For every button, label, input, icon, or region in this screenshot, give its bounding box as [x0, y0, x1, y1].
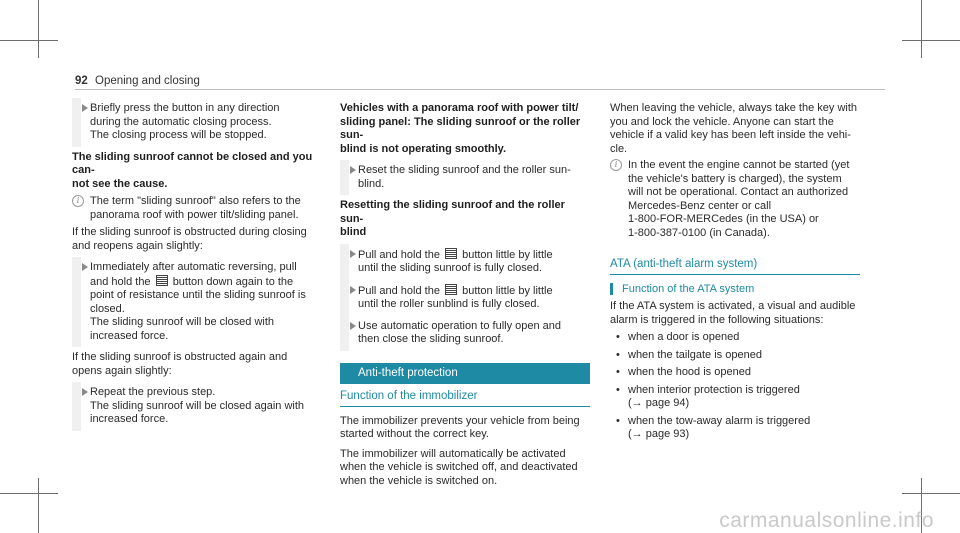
step-close-sunroof: Pull and hold the button little by little until the sliding sunroof is fully closed. — [340, 248, 590, 276]
step-repeat: Repeat the previous step. The sliding sunroof will be closed again with increased force. — [72, 386, 322, 427]
paragraph-ata-activated: If the ATA system is activated, a visual and audible alarm is triggered in the following situations: — [610, 300, 856, 326]
heading-panorama-roof: Vehicles with a panorama roof with power tilt/ sliding panel: The sliding sunroof or the roller sun- blind is not operating smoothly. — [340, 102, 581, 155]
crop-mark — [921, 0, 922, 58]
column-2 — [340, 102, 590, 491]
step-arrow-icon — [82, 388, 88, 396]
heading-cannot-close: The sliding sunroof cannot be closed and you can- not see the cause. — [72, 150, 313, 190]
crop-mark — [902, 493, 960, 494]
step-arrow-icon — [82, 263, 88, 271]
subheading-function-ata: Function of the ATA system — [610, 283, 860, 297]
header-rule — [75, 89, 885, 90]
list-item: • when interior protection is triggered (→ page 94) — [610, 384, 860, 411]
list-item: • when the hood is opened — [610, 366, 860, 380]
crop-mark — [902, 40, 960, 41]
page-reference-link[interactable]: (→ page 94) — [628, 397, 690, 409]
step-arrow-icon — [350, 322, 356, 330]
sliding-roof-switch-icon — [445, 284, 457, 295]
page-reference-link[interactable]: (→ page 93) — [628, 428, 690, 440]
sliding-roof-switch-icon — [445, 248, 457, 259]
crop-mark — [0, 40, 58, 41]
sliding-roof-switch-icon — [156, 275, 168, 286]
note-engine-cannot-start: i In the event the engine cannot be started (yet the vehicle's battery is charged), the system will not be operational. Contact an authorized Mercedes-Benz center or call 1-800-FOR-MERCedes (in the USA) or 1-800-387-0100 (in Canada). — [610, 159, 860, 240]
list-item: • when a door is opened — [610, 331, 860, 345]
list-item: • when the tailgate is opened — [610, 349, 860, 363]
crop-mark — [38, 478, 39, 533]
watermark: carmanualsonline.info — [719, 508, 934, 532]
step-arrow-icon — [350, 286, 356, 294]
paragraph-obstructed: If the sliding sunroof is obstructed during closing and reopens again slightly: — [72, 226, 307, 252]
info-icon: i — [610, 159, 622, 171]
paragraph-immobilizer: The immobilizer prevents your vehicle from being started without the correct key. — [340, 414, 580, 440]
info-icon: i — [72, 195, 84, 207]
note-term: i The term "sliding sunroof" also refers to the panorama roof with power tilt/sliding panel. — [72, 195, 322, 222]
crop-mark — [0, 493, 58, 494]
step-close-sunblind: Pull and hold the button little by little until the roller sunblind is fully closed. — [340, 284, 590, 312]
step-arrow-icon — [350, 166, 356, 174]
section-title-ata: ATA (anti-theft alarm system) — [610, 258, 860, 275]
step-automatic-operation: Use automatic operation to fully open and then close the sliding sunroof. — [340, 320, 590, 347]
paragraph-immobilizer-activation: The immobilizer will automatically be activated when the vehicle is switched off, and deactivated when the vehicle is switched on. — [340, 447, 578, 487]
paragraph-leaving-vehicle: When leaving the vehicle, always take the key with you and lock the vehicle. Anyone can start the vehicle if a valid key has been left inside the vehi- cle. — [610, 102, 858, 155]
step-reset: Reset the sliding sunroof and the roller sun- blind. — [340, 164, 590, 191]
paragraph-obstructed-again: If the sliding sunroof is obstructed again and opens again slightly: — [72, 351, 288, 377]
list-item: • when the tow-away alarm is triggered (→ page 93) — [610, 415, 860, 442]
heading-resetting: Resetting the sliding sunroof and the roller sun- blind — [340, 199, 565, 238]
page-number: 92 — [75, 75, 88, 87]
step-arrow-icon — [82, 104, 88, 112]
alarm-situations-list — [610, 331, 860, 442]
crop-mark — [38, 0, 39, 58]
section-name: Opening and closing — [95, 75, 200, 87]
step-arrow-icon — [350, 250, 356, 258]
column-3 — [610, 102, 860, 446]
page-header — [75, 75, 200, 89]
section-bar-anti-theft: Anti-theft protection — [340, 363, 590, 385]
step-stop-closing: Briefly press the button in any direction during the automatic closing process. The closing process will be stopped. — [72, 102, 322, 143]
section-title-immobilizer: Function of the immobilizer — [340, 390, 590, 407]
step-pull-hold: Immediately after automatic reversing, pull and hold the button down again to the point of resistance until the sliding sunroof is closed. The sliding sunroof will be closed with increased force. — [72, 261, 322, 343]
column-1 — [72, 102, 322, 435]
